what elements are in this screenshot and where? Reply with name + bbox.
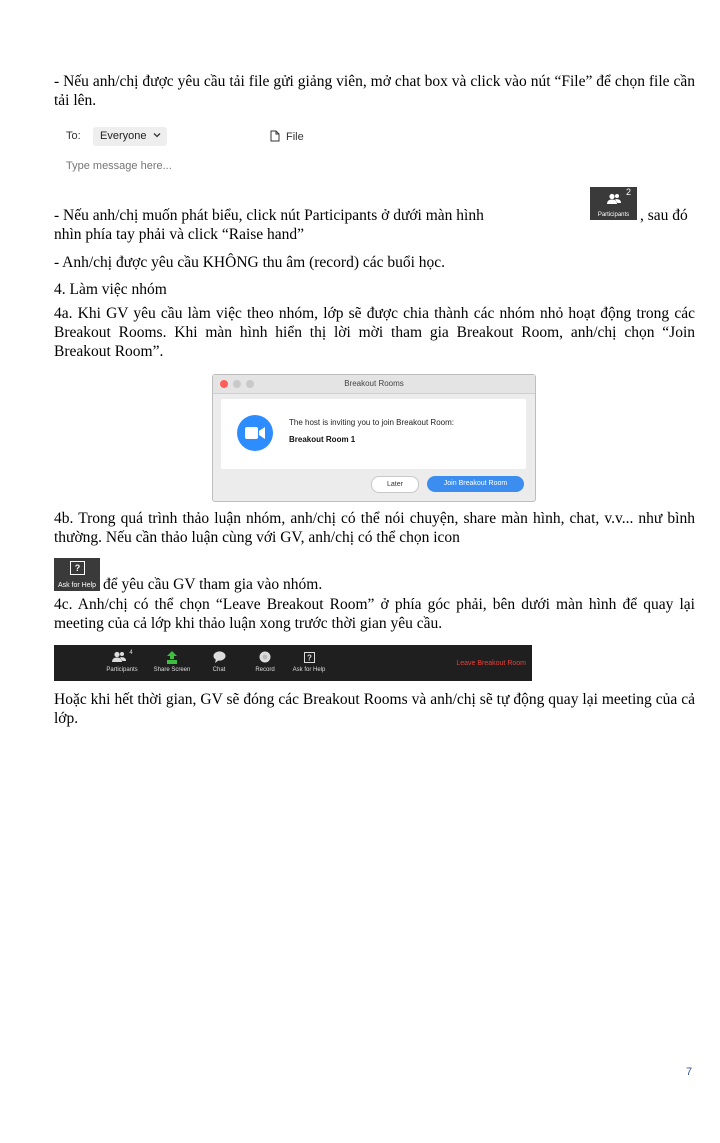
toolbar-participants-button[interactable] bbox=[102, 650, 142, 673]
participants-icon bbox=[590, 187, 637, 220]
toolbar-participants-count: 4 bbox=[129, 650, 133, 656]
record-icon bbox=[259, 651, 271, 663]
later-button[interactable]: Later bbox=[371, 476, 419, 493]
toolbar-participants-label: Participants bbox=[106, 667, 138, 673]
dialog-room-name: Breakout Room 1 bbox=[289, 435, 356, 444]
breakout-dialog bbox=[212, 374, 536, 502]
share-screen-icon bbox=[166, 651, 178, 664]
toolbar-ask-for-help-button[interactable] bbox=[289, 650, 329, 673]
heading-group-work: 4. Làm việc nhóm bbox=[54, 281, 167, 298]
paragraph-raise-hand-line1: - Nếu anh/chị muốn phát biểu, click nút Participants ở dưới màn hình bbox=[54, 207, 484, 224]
svg-text:?: ? bbox=[306, 653, 312, 662]
toolbar-share-screen-label: Share Screen bbox=[153, 667, 191, 673]
dialog-titlebar bbox=[213, 375, 535, 394]
dialog-message: The host is inviting you to join Breakout Room: bbox=[289, 418, 454, 427]
recipient-select[interactable] bbox=[93, 127, 167, 146]
paragraph-breakout-join: 4a. Khi GV yêu cầu làm việc theo nhóm, lớp sẽ được chia thành các nhóm nhỏ hoạt động trong các Breakout Rooms. Khi màn hình hiển thị lời mời tham gia Breakout Room, anh/chị chọn “Join Breakout Room”. bbox=[54, 305, 695, 360]
dialog-body bbox=[221, 399, 526, 469]
zoom-camera-icon bbox=[237, 415, 273, 451]
paragraph-raise-hand-line2: nhìn phía tay phải và click “Raise hand” bbox=[54, 226, 305, 243]
toolbar-share-screen-button[interactable] bbox=[152, 650, 192, 673]
meeting-toolbar bbox=[54, 645, 532, 681]
toolbar-record-label: Record bbox=[255, 667, 275, 673]
dialog-title: Breakout Rooms bbox=[344, 379, 404, 388]
toolbar-ask-for-help-label: Ask for Help bbox=[292, 667, 326, 673]
chat-box bbox=[54, 124, 354, 182]
participants-label: Participants bbox=[597, 212, 630, 218]
paragraph-discussion: 4b. Trong quá trình thảo luận nhóm, anh/chị có thể nói chuyện, share màn hình, chat, v.v... như bình thường. Nếu cần thảo luận cùng với GV, anh/chị có thể chọn icon bbox=[54, 510, 695, 546]
chat-icon bbox=[213, 651, 226, 663]
paragraph-ask-help: để yêu cầu GV tham gia vào nhóm. bbox=[103, 576, 323, 593]
recipient-value: Everyone bbox=[100, 130, 147, 142]
participants-count: 2 bbox=[625, 187, 631, 197]
chat-to-label: To: bbox=[66, 130, 81, 142]
chevron-down-icon bbox=[153, 131, 161, 139]
paragraph-auto-return: Hoặc khi hết thời gian, GV sẽ đóng các Breakout Rooms và anh/chị sẽ tự động quay lại meeting của cả lớp. bbox=[54, 691, 695, 727]
paragraph-raise-hand-tail: , sau đó bbox=[640, 207, 688, 224]
paragraph-no-record: - Anh/chị được yêu cầu KHÔNG thu âm (record) các buổi học. bbox=[54, 254, 446, 271]
paragraph-upload-file: - Nếu anh/chị được yêu cầu tải file gửi giảng viên, mở chat box và click vào nút “File” để chọn file cần tải lên. bbox=[54, 73, 695, 109]
leave-breakout-room-button[interactable]: Leave Breakout Room bbox=[456, 660, 526, 667]
toolbar-chat-button[interactable] bbox=[199, 650, 239, 673]
paragraph-leave-room: 4c. Anh/chị có thể chọn “Leave Breakout Room” ở phía góc phải, bên dưới màn hình để quay lại meeting của cả lớp khi thảo luận xong trước thời gian yêu cầu. bbox=[54, 596, 695, 632]
people-icon bbox=[111, 651, 127, 663]
file-button[interactable] bbox=[270, 130, 304, 143]
people-icon bbox=[606, 193, 622, 205]
page-number: 7 bbox=[686, 1066, 693, 1078]
file-icon bbox=[270, 130, 280, 142]
join-breakout-room-button[interactable]: Join Breakout Room bbox=[427, 476, 524, 492]
ask-for-help-icon bbox=[54, 558, 100, 591]
ask-for-help-label: Ask for Help bbox=[57, 582, 97, 589]
file-label: File bbox=[286, 131, 304, 143]
toolbar-chat-label: Chat bbox=[212, 667, 226, 673]
toolbar-record-button[interactable] bbox=[245, 650, 285, 673]
chat-message-input[interactable] bbox=[66, 158, 346, 174]
ask-for-help-icon bbox=[304, 652, 315, 663]
question-mark-icon: ? bbox=[70, 561, 85, 575]
